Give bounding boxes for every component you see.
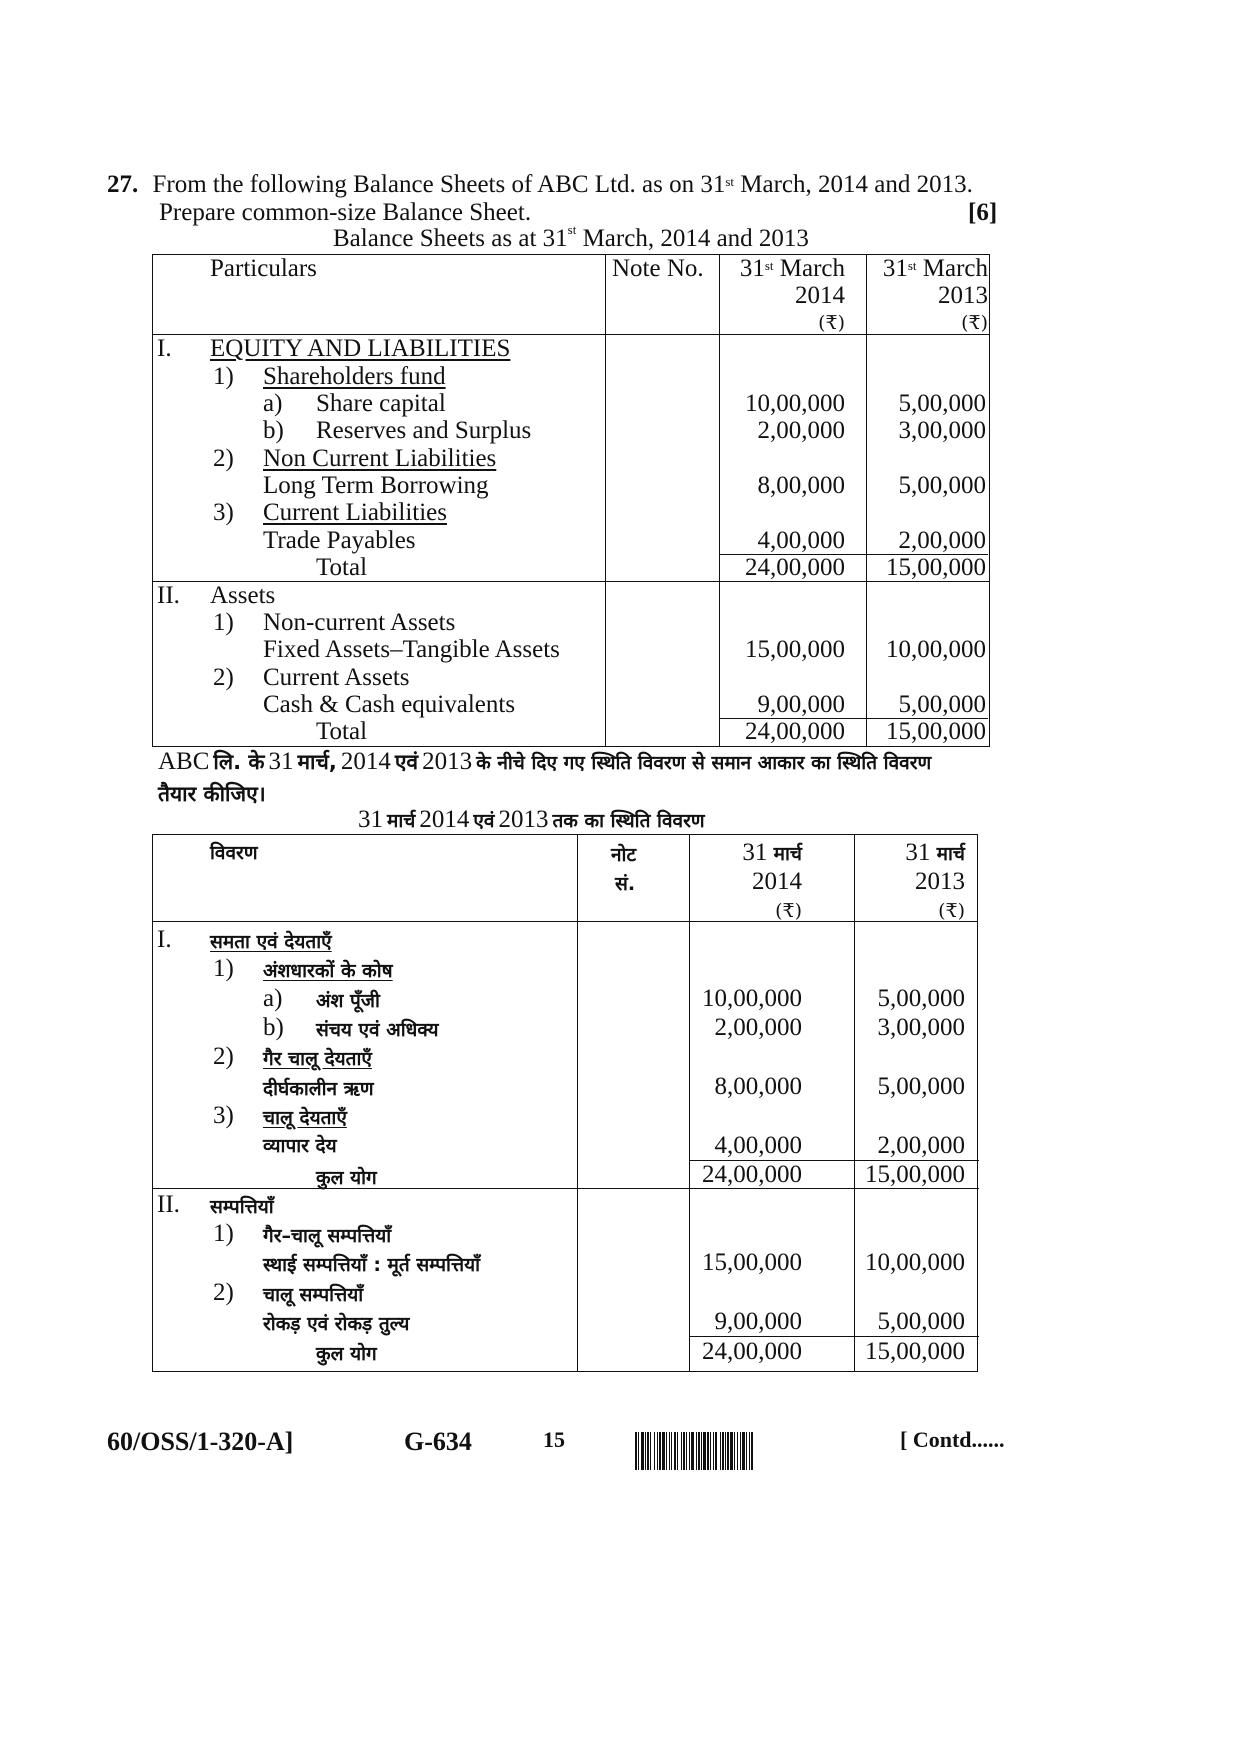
header-col-2014: 31st March: [739, 255, 845, 282]
english-table-caption: Balance Sheets as at 31st March, 2014 and 2013: [333, 222, 809, 252]
continued-label: [ Contd......: [900, 1427, 1005, 1452]
total-assets-label: Total: [316, 718, 368, 745]
section-equity-liabilities: EQUITY AND LIABILITIES: [210, 335, 511, 362]
header-col-2013: 31st March: [882, 255, 988, 282]
hindi-total-liabilities-label: कुल योग: [316, 1167, 377, 1189]
section-assets: Assets: [210, 582, 276, 609]
hindi-total-assets-label: कुल योग: [316, 1343, 377, 1365]
hindi-section-assets: सम्पत्तियाँ: [210, 1196, 274, 1218]
question-line-2: Prepare common-size Balance Sheet.: [159, 199, 532, 226]
hindi-balance-sheet-table: विवरण नोट सं. 31 मार्च 2014 (₹) 31 मार्च 2013 (₹) I. समता एवं देयताएँ 1) अंशधारकों के कोष a) अंश पूँजी 10,00,000 5,00,000 b) संचय एवं अधिक्य 2,00,000 3,00,000 2) गैर चालू देयताएँ दीर्घकालीन ऋण 8,00,000 5,00,000 3) चालू देयताएँ व्यापार देय 4,00,000 2,00,000 कुल योग 24,00,000 15,00,000 II. सम्पत्तियाँ 1) गैर–चालू सम्पत्तियाँ स्थाई सम्पत्तियाँ : मूर्त सम्पत्तियाँ 15,00,000 10,00,000 2) चालू सम्पत्तियाँ रोकड़ एवं रोकड़ तुल्य 9,00,000 5,00,000 कुल योग 24,00,000 15,00,000: [152, 834, 978, 1372]
hindi-question-line-2: तैयार कीजिए।: [158, 782, 266, 806]
barcode-bar: [753, 1432, 754, 1470]
header-note-no: Note No.: [612, 255, 704, 282]
total-liabilities-label: Total: [316, 554, 368, 581]
hindi-header-col-2014: 31 मार्च: [742, 839, 802, 866]
hindi-table-caption: 31 मार्च 2014 एवं 2013 तक का स्थिति विवरण: [358, 806, 705, 833]
paper-code: 60/OSS/1-320-A]: [107, 1427, 294, 1456]
question-marks: [6]: [968, 199, 998, 226]
barcode: [635, 1432, 875, 1470]
english-balance-sheet-table: Particulars Note No. 31st March 2014 (₹) 31st March 2013 (₹) I. EQUITY AND LIABILITIES 1) Shareholders fund a) Share capital 10,00,000 5,00,000 b) Reserves and Surplus 2,00,000 3,00,000 2) Non Current Liabilities Long Term Borrowing 8,00,000 5,00,000 3) Current Liabilities Trade Payables 4,00,000 2,00,000 Total 24,00,000 15,00,000 II. Assets 1) Non-current Assets Fixed Assets–Tangible Assets 15,00,000 10,00,000 2) Current Assets Cash & Cash equivalents 9,00,000 5,00,000 Total 24,00,000 15,00,000: [152, 254, 990, 747]
page-number: 15: [543, 1427, 565, 1452]
header-particulars: Particulars: [210, 255, 317, 282]
question-line-1: 27. From the following Balance Sheets of ABC Ltd. as on 31st March, 2014 and 2013.: [107, 171, 973, 198]
hindi-header-particulars: विवरण: [210, 842, 258, 864]
hindi-question-line-1: ABC लि. के 31 मार्च, 2014 एवं 2013 के नीचे दिए गए स्थिति विवरण से समान आकार का स्थिति विवरण: [158, 748, 932, 775]
hindi-header-col-2013: 31 मार्च: [905, 839, 965, 866]
series-code: G-634: [404, 1427, 472, 1456]
hindi-section-equity-liabilities: समता एवं देयताएँ: [210, 931, 332, 953]
question-number: 27.: [107, 171, 139, 198]
hindi-header-note: नोट: [611, 844, 637, 866]
